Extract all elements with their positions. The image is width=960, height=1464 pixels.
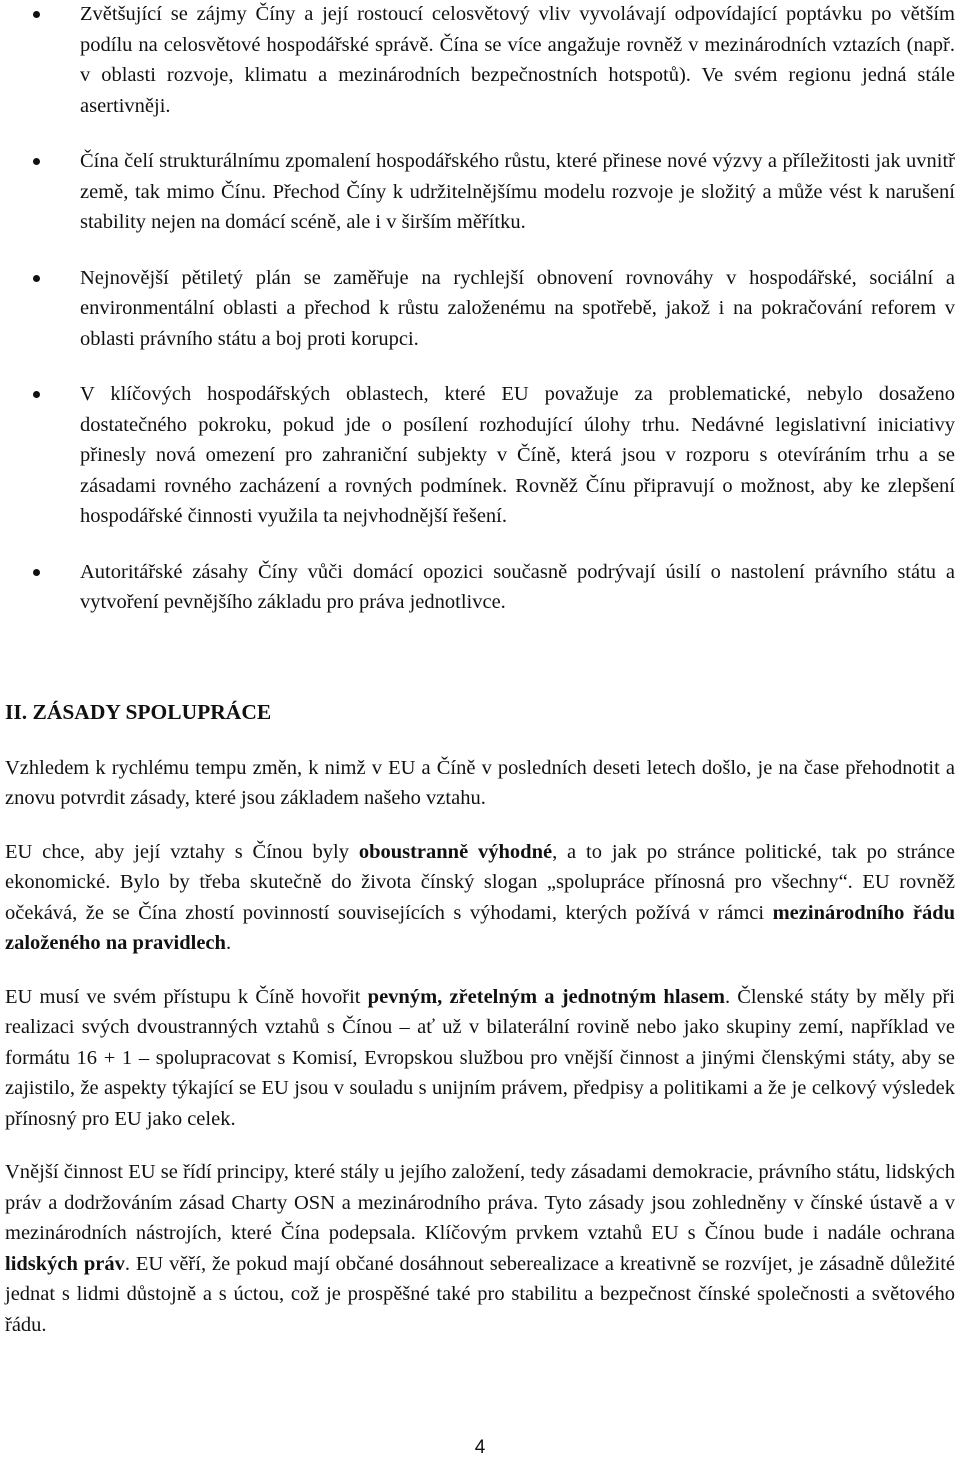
bullet-text: Autoritářské zásahy Číny vůči domácí opozici současně podrývají úsilí o nastolení právního státu a vytvoření pevnějšího základu pro práva jednotlivce. [80,560,955,613]
bullet-dot-icon [33,569,40,576]
text-run: , a to jak po stránce politické, tak po stránce ekonomické. Bylo by třeba skutečně do života čínský slogan „spolupráce přínosná pro všechny“. EU rovněž očekává, že se Čína zhostí povinností souvisejících s výhodami, kterých požívá v rámci [5,840,955,924]
bullet-dot-icon [33,275,40,282]
paragraph-2 [5,837,955,959]
text-run: EU chce, aby její vztahy s Čínou byly [5,840,359,863]
paragraph-3 [5,982,955,1135]
text-run: . [225,932,232,954]
bold-run: pevným, zřetelným a jednotným hlasem [367,985,725,1008]
bullet-item [5,379,955,532]
paragraph-4 [5,1157,955,1340]
bullet-list [5,0,955,618]
text-run: . Členské státy by měly při realizaci svých dvoustranných vztahů s Čínou – ať už v bilaterální rovině nebo jako skupiny zemí, například ve formátu 16 + 1 – spolupracovat s Komisí, Evropskou službou pro vnější činnost a jinými členskými státy, aby se zajistilo, že aspekty týkající se EU jsou v souladu s unijním právem, předpisy a politikami a že je celkový výsledek přínosný pro EU jako celek. [5,985,956,1130]
bold-run: oboustranně výhodné [358,840,553,863]
document-page [5,0,955,1363]
bullet-dot-icon [33,158,40,165]
bullet-text: V klíčových hospodářských oblastech, které EU považuje za problematické, nebylo dosaženo dostatečného pokroku, pokud jde o posílení rozhodující úlohy trhu. Nedávné legislativní iniciativy přinesly nová omezení pro zahraniční subjekty v Číně, která jsou v rozporu s otevíráním trhu a se zásadami rovného zacházení a rovných podmínek. Rovněž Čínu připravují o možnost, aby ke zlepšení hospodářské činnosti využila ta nejvhodnější řešení. [80,383,955,527]
bold-run: lidských práv [5,1252,125,1275]
bullet-dot-icon [33,11,40,18]
paragraph-1: Vzhledem k rychlému tempu změn, k nimž v EU a Číně v posledních deseti letech došlo, je na čase přehodnotit a znovu potvrdit zásady, které jsou základem našeho vztahu. [5,756,955,809]
bold-run: mezinárodního řádu založeného na pravidlech [5,901,956,954]
bullet-text: Čína čelí strukturálnímu zpomalení hospodářského růstu, které přinese nové výzvy a příležitosti jak uvnitř země, tak mimo Čínu. Přechod Číny k udržitelnějšímu modelu rozvoje je složitý a může vést k narušení stability nejen na domácí scéně, ale i v širším měřítku. [80,150,955,233]
bullet-text: Nejnovější pětiletý plán se zaměřuje na rychlejší obnovení rovnováhy v hospodářské, sociální a environmentální oblasti a přechod k růstu založenému na spotřebě, jakož i na pokračování reforem v oblasti právního státu a boj proti korupci. [80,266,955,350]
bullet-item [5,263,955,355]
bullet-item [5,146,955,238]
text-run: . EU věří, že pokud mají občané dosáhnout seberealizace a kreativně se rozvíjet, je zásadně důležité jednat s lidmi důstojně a s úctou, což je prospěšné také pro stabilitu a bezpečnost čínské společnosti a světového řádu. [5,1252,955,1336]
section-heading: II. ZÁSADY SPOLUPRÁCE [5,699,272,724]
text-run: Vnější činnost EU se řídí principy, které stály u jejího založení, tedy zásadami demokracie, právního státu, lidských práv a dodržováním zásad Charty OSN a mezinárodního práva. Tyto zásady jsou zohledněny v čínské ústavě a v mezinárodních nástrojích, které Čína podepsala. Klíčovým prvkem vztahů EU s Čínou bude i nadále ochrana [5,1161,955,1244]
bullet-item [5,0,955,121]
page-number: 4 [474,1437,486,1458]
bullet-text: Zvětšující se zájmy Číny a její rostoucí celosvětový vliv vyvolávají odpovídající poptávku po větším podílu na celosvětové hospodářské správě. Čína se více angažuje rovněž v mezinárodních vztazích (např. v oblasti rozvoje, klimatu a mezinárodních bezpečnostních hotspotů). Ve svém regionu jedná stále asertivněji. [80,3,955,117]
bullet-item [5,557,955,618]
text-run: EU musí ve svém přístupu k Číně hovořit [5,985,368,1008]
bullet-dot-icon [33,391,40,398]
